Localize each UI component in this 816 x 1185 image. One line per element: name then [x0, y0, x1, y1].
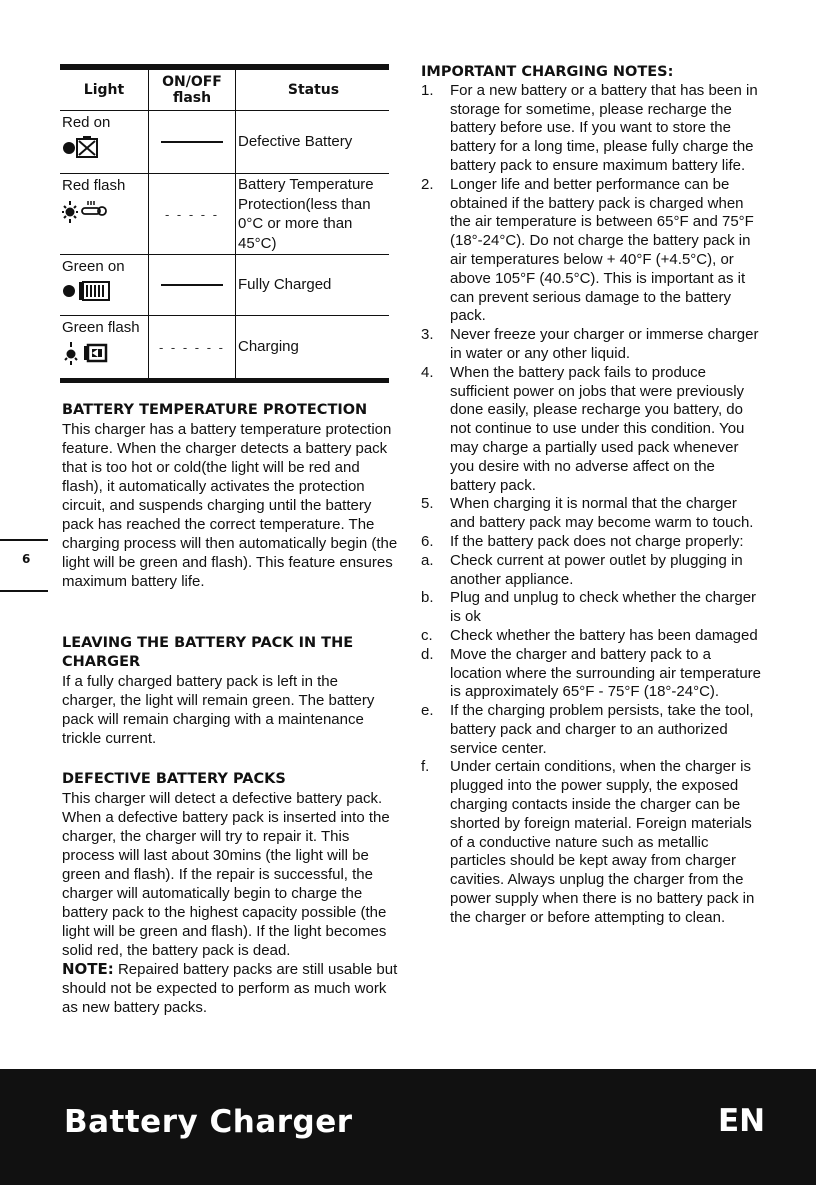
list-item [421, 646, 761, 702]
table-row [60, 254, 389, 315]
list-item [421, 326, 761, 364]
list-text: When charging it is normal that the charger and battery pack may become warm to touch. [450, 495, 754, 532]
list-text: Move the charger and battery pack to a location where the surrounding air temperature is approximately 65°F - 75°F (18°-24°C). [450, 645, 762, 701]
list-item [421, 589, 761, 627]
notes-title: IMPORTANT CHARGING NOTES: [421, 64, 674, 80]
list-text: Longer life and better performance can be obtained if the battery pack is charged when the air temperature is between 65°F and 75°F (18°-24°C). Do not charge the battery pack in air temperatures below + 40°F (+4.5°C), or above 105°F (40.5°C). This is important as it can prevent serious damage to the battery pack. [450, 175, 754, 325]
status-text: Charging [238, 338, 299, 356]
list-item [421, 702, 761, 758]
list-text: If the battery pack does not charge properly: [450, 532, 744, 550]
list-text: For a new battery or a battery that has been in storage for sometime, please recharge the battery before use. If you want to store the battery for a long time, please fully charge the battery pack to ensure maximum battery life. [450, 81, 758, 174]
header-status: Status [287, 82, 340, 98]
red-solid-battery-cross-icon [60, 135, 148, 161]
table-bottom-rule [60, 378, 389, 383]
page-number: 6 [22, 552, 31, 566]
note-text: Repaired battery packs are still usable but should not be expected to perform as much work as new battery packs. [62, 961, 398, 1016]
list-marker: f. [421, 758, 430, 776]
table-row [60, 110, 389, 173]
list-item [421, 758, 761, 927]
section-paragraph: This charger has a battery temperature protection feature. When the charger detects a battery pack that is too hot or cold(the light will be red and flash), it automatically activates the protection circuit, and suspends charging until the battery pack has reached the correct temperature. The charging process will then automatically begin (the light will be green and flash). This feature ensures maximum battery life. [62, 421, 398, 590]
list-marker: c. [421, 626, 433, 644]
note-label: NOTE: [62, 960, 114, 978]
list-marker: 3. [421, 326, 434, 344]
note-paragraph [62, 960, 399, 1017]
list-marker: 5. [421, 495, 434, 513]
list-text: When the battery pack fails to produce sufficient power on jobs that were previously done easily, please recharge you battery, do not continue to use under this condition. You may charge a partially used pack whenever you desire with no adverse affect on the battery pack. [450, 363, 745, 494]
page-number-tab [0, 537, 48, 593]
list-text: Under certain conditions, when the charger is plugged into the power supply, the exposed charging contacts inside the charger can be shorted by foreign material. Foreign materials of a conductive nature such as metallic particles should be kept away from charger cavities. Always unplug the charger from the power supply when there is no battery pack in the charger or before attempting to clean. [450, 758, 755, 926]
red-flash-thermometer-icon [60, 198, 148, 224]
status-text: Defective Battery [238, 133, 353, 151]
section-battery-temperature [62, 401, 402, 591]
footer-language: EN [718, 1103, 766, 1139]
list-marker: e. [421, 702, 434, 720]
list-item [421, 176, 761, 326]
list-text: If the charging problem persists, take the tool, battery pack and charger to an authorized service center. [450, 702, 754, 757]
list-marker: 6. [421, 532, 434, 550]
list-item [421, 495, 761, 533]
light-label: Red flash [62, 177, 126, 194]
table-row [60, 173, 389, 254]
status-text: Battery Temperature Protection(less than 0°C or more than 45°C) [238, 176, 374, 252]
section-heading: DEFECTIVE BATTERY PACKS [62, 771, 286, 787]
list-marker: a. [421, 551, 434, 569]
green-solid-battery-full-icon [60, 279, 148, 303]
section-heading: BATTERY TEMPERATURE PROTECTION [62, 402, 368, 418]
section-paragraph: If a fully charged battery pack is left in the charger, the light will remain green. The battery pack will remain charging with a maintenance trickle current. [62, 673, 375, 747]
table-row [60, 315, 389, 378]
footer-band [0, 1069, 816, 1185]
tab-top-rule [0, 539, 48, 541]
header-onoff: ON/OFF flash [149, 70, 236, 110]
light-label: Green on [62, 258, 125, 275]
solid-line-indicator [161, 284, 223, 286]
list-item [421, 533, 761, 552]
status-text: Fully Charged [238, 276, 332, 294]
list-marker: 1. [421, 81, 434, 99]
section-heading: LEAVING THE BATTERY PACK IN THE CHARGER [62, 635, 354, 670]
important-charging-notes [421, 63, 761, 928]
list-text: Check current at power outlet by plugging in another appliance. [450, 551, 743, 588]
list-item [421, 364, 761, 496]
status-table [60, 64, 389, 383]
list-item [421, 627, 761, 646]
list-marker: 4. [421, 363, 434, 381]
list-item [421, 552, 761, 590]
dashed-line-indicator: - - - - - [164, 206, 220, 222]
tab-bottom-rule [0, 590, 48, 592]
list-text: Check whether the battery has been damaged [450, 626, 758, 644]
header-light: Light [60, 70, 149, 110]
list-text: Plug and unplug to check whether the charger is ok [450, 589, 757, 626]
section-paragraph: This charger will detect a defective battery pack. When a defective battery pack is inserted into the charger, the charger will try to repair it. This process will last about 30mins (the light will be green and flash). If the repair is successful, the charger will automatically begin to charge the battery pack to the highest capacity possible (the light will be green and flash). If the light becomes solid red, the battery pack is dead. [62, 790, 390, 959]
list-marker: 2. [421, 175, 434, 193]
list-marker: b. [421, 589, 434, 607]
table-header-row [60, 70, 389, 110]
list-marker: d. [421, 645, 434, 663]
list-text: Never freeze your charger or immerse charger in water or any other liquid. [450, 326, 759, 362]
footer-title: Battery Charger [64, 1104, 353, 1140]
list-item [421, 82, 761, 176]
green-flash-battery-charging-icon [60, 340, 148, 366]
solid-line-indicator [161, 141, 223, 143]
section-leaving-battery [62, 634, 392, 748]
section-defective-packs [62, 770, 399, 1017]
dashed-line-indicator: - - - - - - [158, 339, 226, 355]
light-label: Red on [62, 114, 111, 131]
light-label: Green flash [62, 319, 140, 336]
